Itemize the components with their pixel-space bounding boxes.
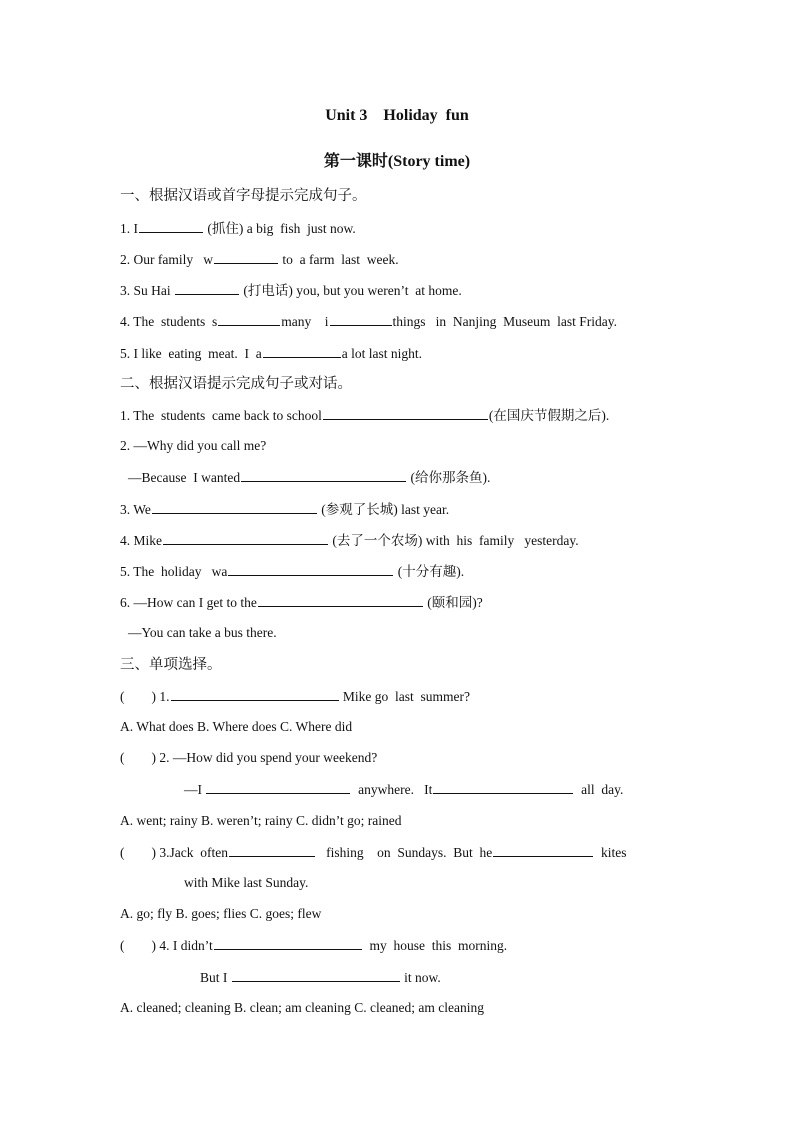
s3-q2-options: A. went; rainy B. weren’t; rainy C. didn’t go; rained	[120, 813, 402, 828]
s1-q4-text-a: 4. The students s	[120, 314, 218, 329]
s2-q6-blank[interactable]	[258, 593, 423, 607]
s1-q1-text-a: 1. I	[120, 221, 138, 236]
s2-question-6b: —You can take a bus there.	[128, 625, 277, 640]
s1-q5-text-b: a lot last night.	[341, 346, 422, 361]
s1-question-2	[120, 250, 399, 269]
s1-q2-blank[interactable]	[214, 250, 278, 264]
s3-question-4	[120, 936, 507, 955]
s3-q2-text-a: 2. —How did you spend your weekend?	[156, 750, 378, 765]
s3-q4-options: A. cleaned; cleaning B. clean; am cleaning C. cleaned; am cleaning	[120, 1000, 484, 1015]
s3-q1-text-b: Mike go last summer?	[339, 689, 470, 704]
s1-question-5	[120, 344, 422, 363]
s3-q2b-text-b: anywhere. It	[351, 782, 433, 797]
s3-q3-text-c: kites	[594, 845, 627, 860]
section2-heading: 二、根据汉语提示完成句子或对话。	[120, 376, 352, 392]
s2-q2b-text-a: —Because I wanted	[128, 470, 241, 485]
s1-q5-blank[interactable]	[263, 344, 341, 358]
section1-heading: 一、根据汉语或首字母提示完成句子。	[120, 188, 367, 204]
s1-q1-text-b: (抓住) a big fish just now.	[204, 221, 356, 236]
s3-q3-blank-1[interactable]	[229, 843, 315, 857]
s3-question-3b: with Mike last Sunday.	[184, 875, 309, 890]
s1-question-4	[120, 312, 617, 331]
s3-q4-blank-1[interactable]	[214, 936, 362, 950]
s2-q6a-text-a: 6. —How can I get to the	[120, 595, 257, 610]
s3-q3-answer-paren[interactable]: ( )	[120, 845, 156, 860]
s3-q3-text-b: fishing on Sundays. But he	[315, 845, 493, 860]
s1-question-3	[120, 281, 462, 300]
s3-question-2b	[184, 780, 623, 799]
s2-q3-text-a: 3. We	[120, 502, 151, 517]
s1-q2-text-a: 2. Our family w	[120, 252, 213, 267]
s2-q3-blank[interactable]	[152, 500, 317, 514]
s2-q1-text-a: 1. The students came back to school	[120, 408, 322, 423]
s2-q2b-text-b: (给你那条鱼).	[407, 470, 491, 485]
s1-q4-text-b: many i	[281, 314, 329, 329]
s2-q1-blank[interactable]	[323, 406, 488, 420]
s1-q4-blank-2[interactable]	[330, 312, 392, 326]
s1-q3-text-b: (打电话) you, but you weren’t at home.	[240, 283, 462, 298]
s2-question-1	[120, 406, 609, 425]
s2-q1-text-b: (在国庆节假期之后).	[488, 408, 610, 423]
s3-q3-text-a: 3.Jack often	[156, 845, 228, 860]
s2-question-2b	[128, 468, 490, 487]
s3-q4-blank-2[interactable]	[232, 968, 400, 982]
s1-q3-blank[interactable]	[175, 281, 239, 295]
s2-question-6a	[120, 593, 483, 612]
section3-heading: 三、单项选择。	[120, 657, 222, 673]
unit-title: Unit 3 Holiday fun	[325, 107, 469, 124]
s3-question-4b	[200, 968, 441, 987]
s3-q2b-text-c: all day.	[574, 782, 624, 797]
s3-question-3	[120, 843, 627, 862]
s3-q2-blank-1[interactable]	[206, 780, 350, 794]
s3-q1-blank[interactable]	[171, 687, 339, 701]
s3-q4-answer-paren[interactable]: ( )	[120, 938, 156, 953]
s3-q4b-text-a: But I	[200, 970, 231, 985]
s2-question-3	[120, 500, 449, 519]
s3-question-2	[120, 749, 377, 767]
s2-q4-blank[interactable]	[163, 531, 328, 545]
s1-q3-text-a: 3. Su Hai	[120, 283, 174, 298]
s2-question-4	[120, 531, 579, 550]
s3-q4b-text-b: it now.	[400, 970, 441, 985]
s2-question-5	[120, 562, 464, 581]
s2-q5-text-a: 5. The holiday wa	[120, 564, 228, 579]
s3-question-1	[120, 687, 470, 706]
s3-q4-text-b: my house this morning.	[362, 938, 508, 953]
s1-q4-text-c: things in Nanjing Museum last Friday.	[392, 314, 617, 329]
s2-q6a-text-b: (颐和园)?	[423, 595, 483, 610]
s2-q5-text-b: (十分有趣).	[394, 564, 465, 579]
s1-q4-blank-1[interactable]	[218, 312, 280, 326]
s1-q5-text-a: 5. I like eating meat. I a	[120, 346, 262, 361]
s2-q3-text-b: (参观了长城) last year.	[317, 502, 450, 517]
s2-q5-blank[interactable]	[228, 562, 393, 576]
s3-q3-blank-2[interactable]	[493, 843, 593, 857]
s3-q1-text-a: 1.	[156, 689, 170, 704]
s3-q4-text-a: 4. I didn’t	[156, 938, 213, 953]
s2-q4-text-a: 4. Mike	[120, 533, 162, 548]
s1-question-1	[120, 219, 356, 238]
s3-q2b-text-a: —I	[184, 782, 206, 797]
s3-q1-options: A. What does B. Where does C. Where did	[120, 719, 353, 734]
s3-q2-answer-paren[interactable]: ( )	[120, 750, 156, 765]
s3-q1-answer-paren[interactable]: ( )	[120, 689, 156, 704]
s3-q2-blank-2[interactable]	[433, 780, 573, 794]
lesson-title: 第一课时(Story time)	[323, 153, 471, 170]
s1-q1-blank[interactable]	[139, 219, 203, 233]
s1-q2-text-b: to a farm last week.	[278, 252, 399, 267]
s2-question-2a: 2. —Why did you call me?	[120, 438, 267, 453]
s2-q2-blank[interactable]	[241, 468, 406, 482]
s2-q4-text-b: (去了一个农场) with his family yesterday.	[329, 533, 579, 548]
s3-q3-options: A. go; fly B. goes; flies C. goes; flew	[120, 906, 322, 921]
